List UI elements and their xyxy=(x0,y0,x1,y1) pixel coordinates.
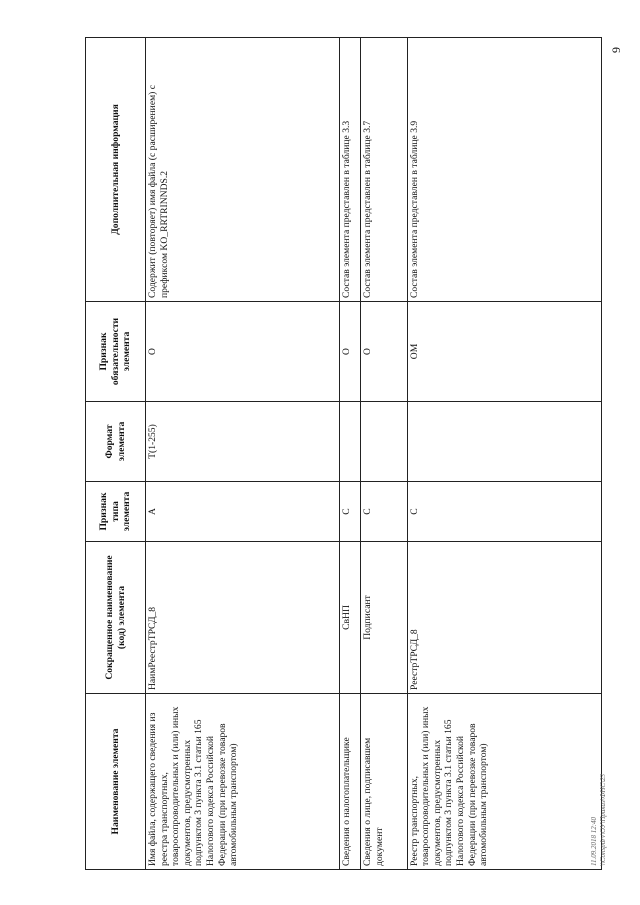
cell-code: СвНП xyxy=(340,542,361,694)
cell-type: С xyxy=(340,482,361,542)
page-number: 9 xyxy=(609,47,623,53)
cell-name: Реестр транспортных, товаросопроводительных и (или) иных документов, предусмотренных подпунктом 3 пункта 3.1 статьи 165 Налогового кодекса Российской Федерации (при перевозке товаров автомобильным транспортом) xyxy=(407,694,601,870)
table-row xyxy=(361,38,408,870)
header-name: Наименование элемента xyxy=(86,694,146,870)
cell-required: О xyxy=(361,302,408,402)
cell-required: ОМ xyxy=(407,302,601,402)
cell-code: Подписант xyxy=(361,542,408,694)
elements-table xyxy=(85,37,602,870)
cell-format xyxy=(361,402,408,482)
cell-info: Содержит (повторяет) имя файла (с расширением) с префиксом KO_RRTRINNDS.2 xyxy=(146,38,340,302)
cell-format xyxy=(407,402,601,482)
rotated-table-container xyxy=(85,38,602,870)
header-info: Дополнительная информация xyxy=(86,38,146,302)
cell-name: Сведения о лице, подписавшем документ xyxy=(361,694,408,870)
header-code: Сокращенное наименование (код) элемента xyxy=(86,542,146,694)
footer-path: \\Conspdrv\ОУ\Приказ\ФНС\23 xyxy=(599,774,607,866)
cell-required: О xyxy=(146,302,340,402)
cell-code: РеестрТРСД_8 xyxy=(407,542,601,694)
cell-info: Состав элемента представлен в таблице 3.3 xyxy=(340,38,361,302)
cell-code: НаимРеестрТРСД_8 xyxy=(146,542,340,694)
cell-name: Имя файла, содержащего сведения из реестра транспортных, товаросопроводительных и (или) иных документов, предусмотренных подпунктом 3 пункта 3.1 статьи 165 Налогового кодекса Российской Федерации (при перевозке товаров автомобильным транспортом) xyxy=(146,694,340,870)
footer-date: 11.09.2018 12:40 xyxy=(590,816,598,866)
cell-type: А xyxy=(146,482,340,542)
header-format: Формат элемента xyxy=(86,402,146,482)
cell-format: Т(1-255) xyxy=(146,402,340,482)
cell-required: О xyxy=(340,302,361,402)
cell-info: Состав элемента представлен в таблице 3.9 xyxy=(407,38,601,302)
cell-type: С xyxy=(361,482,408,542)
table-row xyxy=(407,38,601,870)
table-row xyxy=(146,38,340,870)
cell-name: Сведения о налогоплательщике xyxy=(340,694,361,870)
file-path-footer xyxy=(590,706,620,866)
cell-format xyxy=(340,402,361,482)
cell-type: С xyxy=(407,482,601,542)
cell-info: Состав элемента представлен в таблице 3.7 xyxy=(361,38,408,302)
table-row xyxy=(340,38,361,870)
table-header-row xyxy=(86,38,146,870)
header-type: Признак типа элемента xyxy=(86,482,146,542)
header-required: Признак обязательности элемента xyxy=(86,302,146,402)
